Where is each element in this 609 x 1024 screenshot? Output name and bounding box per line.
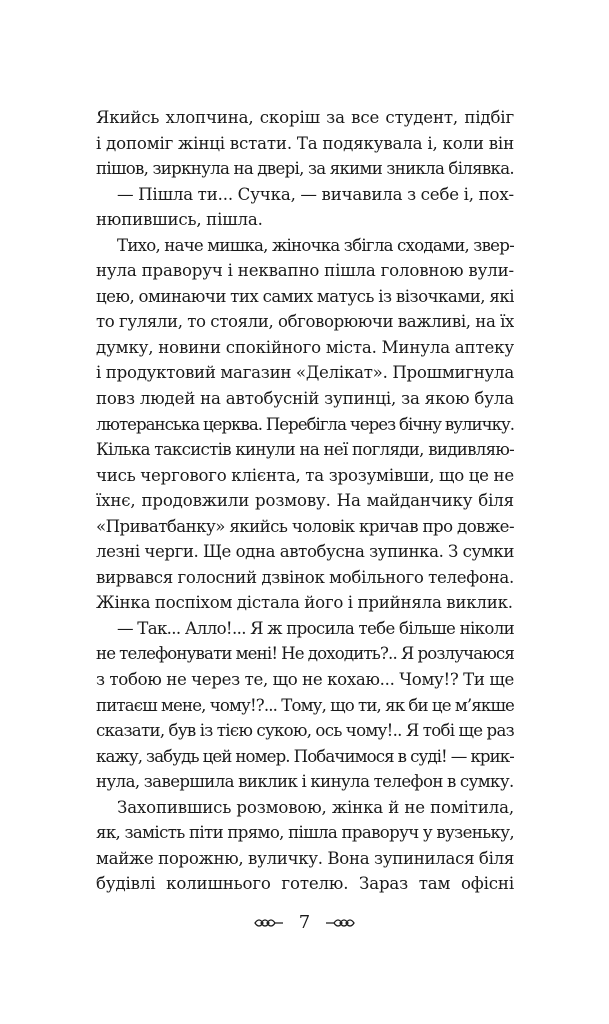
text-line: сказати, був із тією сукою, ось чому!.. Я тобі ще раз [96, 721, 514, 741]
text-line: пішов, зиркнула на двері, за якими зникла білявка. [96, 159, 514, 179]
text-line: нюпившись, пішла. [96, 210, 263, 230]
page-body [96, 108, 514, 900]
text-line: їхнє, продовжили розмову. На майданчику біля [96, 491, 514, 511]
page-footer [0, 912, 609, 933]
text-line: і продуктовий магазин «Делікат». Прошмигнула [96, 363, 514, 383]
text-line: лютеранська церква. Перебігла через бічну вуличку. [96, 414, 514, 434]
text-line: — Пішла ти... Сучка, — вичавила з себе і, пох- [117, 184, 514, 204]
text-line: кажу, забудь цей номер. Побачимося в суді! — крик- [96, 746, 514, 766]
ornament-icon [253, 916, 285, 930]
text-line: — Так... Алло!... Я ж просила тебе більше ніколи [117, 618, 514, 638]
text-line: з тобою не через те, що не кохаю... Чому!? Ти ще [96, 670, 514, 690]
text-line: не телефонувати мені! Не доходить?.. Я розлучаюся [96, 644, 514, 664]
text-line: цею, оминаючи тих самих матусь із візочками, які [96, 286, 514, 306]
text-line: Кілька таксистів кинули на неї погляди, видивляю- [96, 440, 514, 460]
text-line: як, замість піти прямо, пішла праворуч у вузеньку, [96, 823, 514, 843]
text-line: Тихо, наче мишка, жіночка збігла сходами, звер- [117, 235, 514, 255]
text-line: питаєш мене, чому!?... Тому, що ти, як би це м’якше [96, 695, 514, 715]
text-line: повз людей на автобусній зупинці, за якою була [96, 389, 514, 409]
text-line: «Приватбанку» якийсь чоловік кричав про довже- [96, 516, 514, 536]
text-line: Жінка поспіхом дістала його і прийняла виклик. [96, 593, 513, 613]
text-line: майже порожню, вуличку. Вона зупинилася біля [96, 848, 514, 868]
ornament-icon [324, 916, 356, 930]
text-line: то гуляли, то стояли, обговорюючи важливі, на їх [96, 312, 514, 332]
text-line: чись чергового клієнта, та зрозумівши, що це не [96, 465, 514, 485]
page-number: 7 [298, 912, 311, 933]
text-line: лезні черги. Ще одна автобусна зупинка. З сумки [96, 542, 514, 562]
text-line: Захопившись розмовою, жінка й не помітила, [117, 797, 514, 817]
text-line: вирвався голосний дзвінок мобільного телефона. [96, 567, 514, 587]
text-line: нула праворуч і неквапно пішла головною вули- [96, 261, 514, 281]
text-line: нула, завершила виклик і кинула телефон в сумку. [96, 772, 514, 792]
text-line: і допоміг жінці встати. Та подякувала і, коли він [96, 133, 514, 153]
text-line: будівлі колишнього готелю. Зараз там офісні [96, 874, 514, 894]
text-line: Якийсь хлопчина, скоріш за все студент, підбіг [96, 108, 514, 127]
text-line: думку, новини спокійного міста. Минула аптеку [96, 337, 514, 357]
